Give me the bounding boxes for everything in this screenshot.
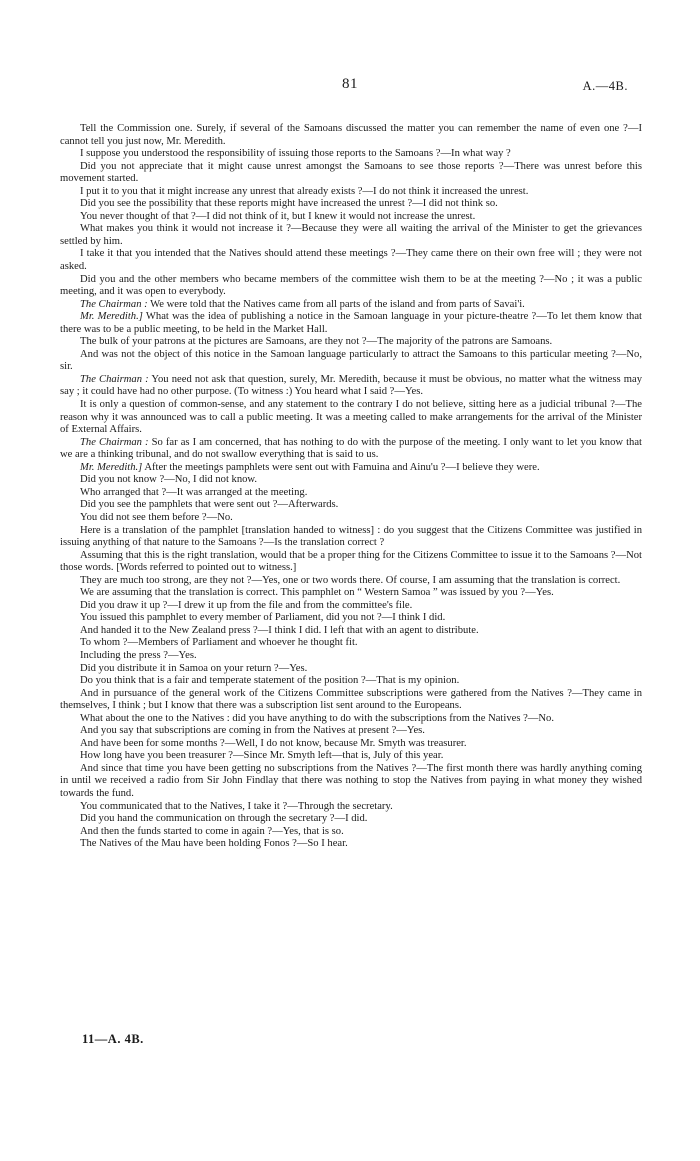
printer-signature: 11—A. 4B. bbox=[82, 1032, 144, 1046]
testimony-paragraph bbox=[60, 612, 642, 625]
paragraph-text: Who arranged that ?—It was arranged at the meeting. bbox=[80, 486, 308, 498]
paragraph-text: Including the press ?—Yes. bbox=[80, 649, 197, 661]
paragraph-text: You never thought of that ?—I did not think of it, but I knew it would not increase the unrest. bbox=[80, 210, 476, 222]
paragraph-text: And you say that subscriptions are coming in from the Natives at present ?—Yes. bbox=[80, 725, 425, 737]
testimony-paragraph bbox=[60, 186, 642, 199]
testimony-paragraph bbox=[60, 550, 642, 575]
testimony-paragraph bbox=[60, 248, 642, 273]
paragraph-text: It is only a question of common-sense, and any statement to the contrary I do not believe, sitting here as a judicial tribunal ?—The reason why it was announced was to call a public meeting. It was a meeting called to make arrangements for the arrival of the Minister of External Affairs. bbox=[60, 399, 642, 436]
paragraph-text: To whom ?—Members of Parliament and whoever he thought fit. bbox=[80, 637, 358, 649]
document-reference: A.—4B. bbox=[582, 79, 628, 93]
testimony-paragraph bbox=[60, 600, 642, 613]
paragraph-text: And was not the object of this notice in the Samoan language particularly to attract the Samoans to this particular meeting ?—No, sir. bbox=[60, 348, 642, 373]
testimony-paragraph bbox=[60, 161, 642, 186]
paragraph-text: What was the idea of publishing a notice in the Samoan language in your picture-theatre ?—To let them know that there was to be a public meeting, to be held in the Market Hall. bbox=[60, 311, 642, 335]
testimony-paragraph bbox=[60, 575, 642, 588]
testimony-body bbox=[60, 123, 642, 851]
testimony-paragraph bbox=[60, 625, 642, 638]
paragraph-text: The bulk of your patrons at the pictures are Samoans, are they not ?—The majority of the patrons are Samoans. bbox=[80, 336, 553, 348]
paragraph-text: Tell the Commission one. Surely, if several of the Samoans discussed the matter you can remember the name of even one ?—I cannot tell you just now, Mr. Meredith. bbox=[60, 123, 642, 147]
paragraph-text: Did you draw it up ?—I drew it up from the file and from the committee's file. bbox=[80, 599, 413, 611]
testimony-paragraph bbox=[60, 688, 642, 713]
paragraph-text: We were told that the Natives came from all parts of the island and from parts of Savai'i. bbox=[150, 298, 525, 310]
testimony-paragraph bbox=[60, 637, 642, 650]
paragraph-text: Did you not appreciate that it might cause unrest amongst the Samoans to see those reports ?—There was unrest before this movement started. bbox=[60, 160, 642, 185]
testimony-paragraph bbox=[60, 801, 642, 814]
testimony-paragraph bbox=[60, 725, 642, 738]
paragraph-text: I suppose you understood the responsibility of issuing those reports to the Samoans ?—In what way ? bbox=[80, 148, 511, 160]
paragraph-text: And handed it to the New Zealand press ?—I think I did. I left that with an agent to distribute. bbox=[80, 624, 479, 636]
paragraph-text: Did you not know ?—No, I did not know. bbox=[80, 474, 258, 486]
speaker-label: The Chairman : bbox=[80, 298, 148, 310]
paragraph-text: Do you think that is a fair and temperate statement of the position ?—That is my opinion. bbox=[80, 675, 460, 687]
testimony-paragraph bbox=[60, 374, 642, 399]
paragraph-text: Did you hand the communication on through the secretary ?—I did. bbox=[80, 813, 368, 825]
testimony-paragraph bbox=[60, 311, 642, 336]
testimony-paragraph bbox=[60, 148, 642, 161]
paragraph-text: Assuming that this is the right translation, would that be a proper thing for the Citizens Committee to issue it to the Samoans ?—Not those words. [Words referred to pointed out to witness.] bbox=[60, 549, 642, 574]
testimony-paragraph bbox=[60, 663, 642, 676]
speaker-label: Mr. Meredith.] bbox=[80, 311, 143, 323]
testimony-paragraph bbox=[60, 487, 642, 500]
paragraph-text: They are much too strong, are they not ?—Yes, one or two words there. Of course, I am assuming that the translation is correct. bbox=[80, 574, 621, 586]
paragraph-text: Did you and the other members who became members of the committee wish them to be at the meeting ?—No ; it was a public meeting, and it was open to everybody. bbox=[60, 273, 642, 298]
paragraph-text: And since that time you have been getting no subscriptions from the Natives ?—The first month there was hardly anything coming in until we received a radio from Sir John Findlay that there was nothing to stop the Natives from paying in what money they wished towards the fund. bbox=[60, 762, 642, 799]
testimony-paragraph bbox=[60, 738, 642, 751]
testimony-paragraph bbox=[60, 499, 642, 512]
paragraph-text: And in pursuance of the general work of the Citizens Committee subscriptions were gathered from the Natives ?—They came in themselves, I think ; but I know that there was a subscription list sent around to the Europeans. bbox=[60, 687, 642, 712]
paragraph-text: Here is a translation of the pamphlet [translation handed to witness] : do you suggest that the Citizens Committee was justified in issuing anything of that nature to the Samoans ?—Is the translation correct ? bbox=[60, 524, 642, 549]
testimony-paragraph bbox=[60, 299, 642, 312]
testimony-paragraph bbox=[60, 650, 642, 663]
page-number: 81 bbox=[342, 76, 358, 92]
paragraph-text: And then the funds started to come in again ?—Yes, that is so. bbox=[80, 825, 344, 837]
testimony-paragraph bbox=[60, 838, 642, 851]
testimony-paragraph bbox=[60, 462, 642, 475]
testimony-paragraph bbox=[60, 750, 642, 763]
testimony-paragraph bbox=[60, 474, 642, 487]
speaker-label: The Chairman : bbox=[80, 436, 149, 448]
testimony-paragraph bbox=[60, 826, 642, 839]
testimony-paragraph bbox=[60, 525, 642, 550]
paragraph-text: We are assuming that the translation is correct. This pamphlet on “ Western Samoa ” was issued by you ?—Yes. bbox=[80, 587, 554, 599]
paragraph-text: And have been for some months ?—Well, I do not know, because Mr. Smyth was treasurer. bbox=[80, 737, 467, 749]
paragraph-text: Did you see the possibility that these reports might have increased the unrest ?—I did not think so. bbox=[80, 198, 498, 210]
paragraph-text: What makes you think it would not increase it ?—Because they were all waiting the arrival of the Minister to get the grievances settled by him. bbox=[60, 223, 642, 247]
testimony-paragraph bbox=[60, 336, 642, 349]
testimony-paragraph bbox=[60, 713, 642, 726]
paragraph-text: You need not ask that question, surely, Mr. Meredith, because it must be obvious, no matter what the witness may say ; it could have had no other purpose. (To witness :) You heard what I said ?—Yes. bbox=[60, 373, 643, 398]
testimony-paragraph bbox=[60, 274, 642, 299]
testimony-paragraph bbox=[60, 349, 642, 374]
speaker-label: The Chairman : bbox=[80, 373, 149, 385]
testimony-paragraph bbox=[60, 123, 642, 148]
paragraph-text: How long have you been treasurer ?—Since Mr. Smyth left—that is, July of this year. bbox=[80, 750, 444, 762]
paragraph-text: I take it that you intended that the Natives should attend these meetings ?—They came there on their own free will ; they were not asked. bbox=[60, 248, 642, 273]
testimony-paragraph bbox=[60, 223, 642, 248]
paragraph-text: After the meetings pamphlets were sent out with Famuina and Ainu'u ?—I believe they were. bbox=[144, 461, 540, 473]
testimony-paragraph bbox=[60, 512, 642, 525]
paragraph-text: Did you distribute it in Samoa on your return ?—Yes. bbox=[80, 662, 308, 674]
paragraph-text: You issued this pamphlet to every member of Parliament, did you not ?—I think I did. bbox=[80, 612, 446, 624]
paragraph-text: The Natives of the Mau have been holding Fonos ?—So I hear. bbox=[80, 838, 348, 850]
paragraph-text: You did not see them before ?—No. bbox=[80, 511, 233, 523]
speaker-label: Mr. Meredith.] bbox=[80, 461, 143, 473]
testimony-paragraph bbox=[60, 763, 642, 801]
testimony-paragraph bbox=[60, 587, 642, 600]
testimony-paragraph bbox=[60, 437, 642, 462]
paragraph-text: You communicated that to the Natives, I take it ?—Through the secretary. bbox=[80, 800, 393, 812]
paragraph-text: Did you see the pamphlets that were sent out ?—Afterwards. bbox=[80, 499, 339, 511]
paragraph-text: So far as I am concerned, that has nothing to do with the purpose of the meeting. I only want to let you know that we are a thinking tribunal, and do not swallow everything that is said to us. bbox=[60, 436, 642, 461]
testimony-paragraph bbox=[60, 675, 642, 688]
testimony-paragraph bbox=[60, 211, 642, 224]
testimony-paragraph bbox=[60, 198, 642, 211]
testimony-paragraph bbox=[60, 813, 642, 826]
testimony-paragraph bbox=[60, 399, 642, 437]
paragraph-text: I put it to you that it might increase any unrest that already exists ?—I do not think it increased the unrest. bbox=[80, 185, 529, 197]
paragraph-text: What about the one to the Natives : did you have anything to do with the subscriptions from the Natives ?—No. bbox=[80, 712, 554, 724]
